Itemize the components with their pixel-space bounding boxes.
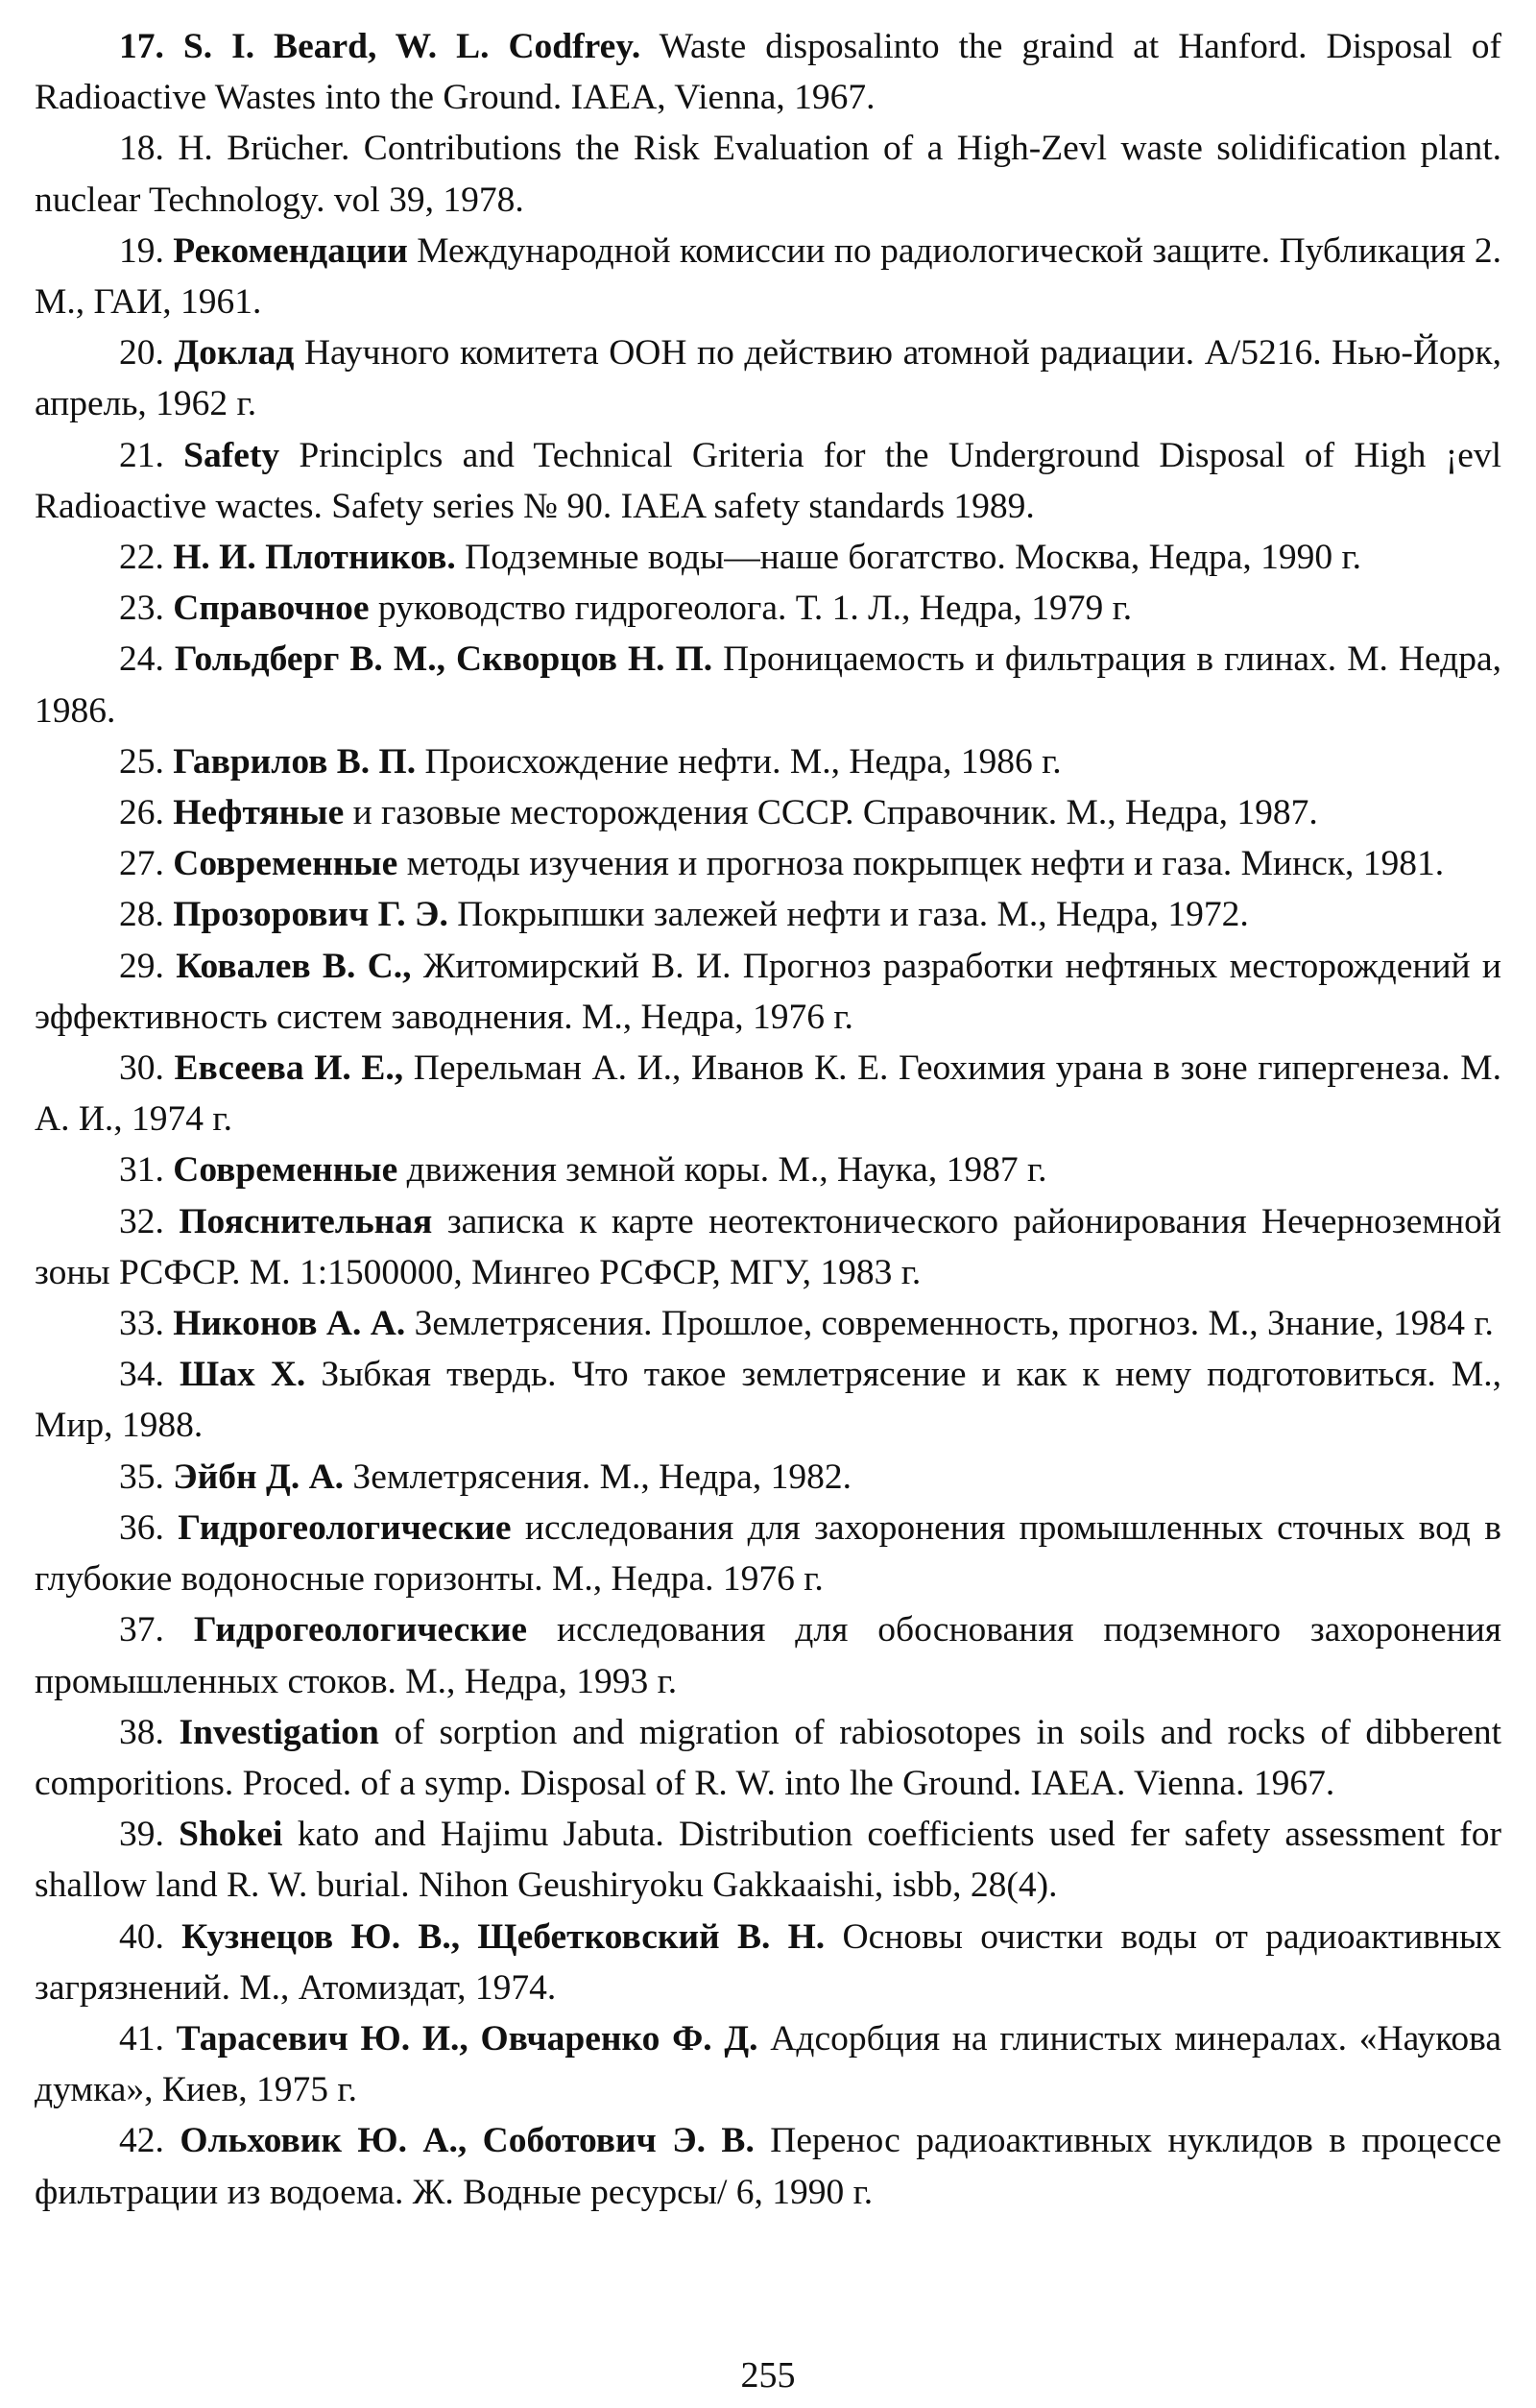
reference-text: Подземные воды—наше богатство. Москва, Недра, 1990 г. [465,538,1362,578]
reference-text: Перенос радиоактивных нуклидов в процессе фильтрации из водоема. Ж. Водные ресурсы/ 6, 1990 г. [35,2121,1502,2212]
reference-list [35,21,1501,2218]
reference-item [35,123,1501,225]
reference-item [35,583,1501,634]
reference-author: Доклад [174,333,295,373]
reference-item [35,1196,1501,1298]
reference-author: Ольховик Ю. А., Соботович Э. В. [180,2121,755,2161]
reference-item [35,889,1501,940]
reference-author: Современные [173,844,398,884]
reference-author: Safety [183,435,280,475]
reference-item [35,1604,1501,1706]
reference-number: 32. [119,1201,164,1241]
reference-number: 37. [119,1610,164,1650]
reference-author: Рекомендации [173,230,408,271]
reference-text: Проницаемость и фильтрация в глинах. М. Недра, 1986. [35,639,1502,731]
reference-number: 42. [119,2121,164,2161]
reference-number: 39. [119,1815,164,1855]
reference-item [35,941,1501,1043]
reference-number: 36. [119,1507,164,1548]
reference-author: Shokei [179,1815,283,1855]
bibliography-page [35,21,1501,2218]
reference-text: of sorption and migration of rabiosotopes in soils and rocks of dibberent comporitions. Proced. of a symp. Disposal of R. W. into lhe Ground. IAEA. Vienna. 1967. [35,1712,1502,1803]
reference-item [35,1452,1501,1503]
reference-number: 26. [119,793,164,833]
reference-item [35,1503,1501,1604]
reference-text: Покрыпшки залежей нефти и газа. М., Недра, 1972. [457,895,1249,935]
reference-author: Ковалев В. С., [176,946,412,986]
reference-text: методы изучения и прогноза покрыпцек нефти и газа. Минск, 1981. [406,844,1445,884]
reference-text: Waste disposalinto the graind at Hanford. Disposal of Radioactive Wastes into the Ground. IAEA, Vienna, 1967. [35,27,1502,118]
reference-item [35,1912,1501,2013]
reference-number: 17. [119,27,164,66]
reference-number: 19. [119,230,164,271]
reference-text: H. Brücher. Contributions the Risk Evaluation of a High-Zevl waste solidification plant. nuclear Technology. vol 39, 1978. [35,129,1501,220]
reference-text: движения земной коры. М., Наука, 1987 г. [406,1150,1047,1191]
reference-text: Зыбкая твердь. Что такое землетрясение и как к нему подготовиться. М., Мир, 1988. [35,1355,1502,1446]
reference-number: 28. [119,895,164,935]
page-number: 255 [740,2355,796,2396]
reference-text: Адсорбция на глинистых минералах. «Наукова думка», Киев, 1975 г. [35,2018,1502,2110]
reference-author: Гольдберг В. М., Скворцов Н. П. [174,639,713,680]
reference-text: Перельман А. И., Иванов К. Е. Геохимия урана в зоне гипергенеза. М. А. И., 1974 г. [35,1048,1502,1140]
reference-author: Никонов А. А. [173,1304,406,1344]
reference-item [35,2115,1501,2217]
reference-item [35,2013,1501,2115]
reference-author: Шах Х. [180,1355,306,1395]
reference-number: 34. [119,1355,164,1395]
reference-number: 22. [119,538,164,578]
reference-item [35,634,1501,735]
reference-author: Гидрогеологические [193,1610,528,1650]
reference-author: Кузнецов Ю. В., Щебетковский В. Н. [181,1916,826,1957]
reference-author: Нефтяные [173,793,345,833]
reference-number: 40. [119,1916,164,1957]
reference-text: Международной комиссии по радиологической защите. Публикация 2. М., ГАИ, 1961. [35,230,1502,323]
reference-item [35,1707,1501,1809]
reference-item [35,838,1501,889]
reference-text: Principlcs and Technical Griteria for the Underground Disposal of High ¡evl Radioactive wactes. Safety series № 90. IAEA safety standards 1989. [35,435,1502,526]
reference-number: 18. [119,129,164,169]
reference-number: 23. [119,589,164,629]
reference-number: 35. [119,1457,164,1497]
reference-number: 24. [119,639,164,680]
reference-item [35,1144,1501,1195]
reference-number: 25. [119,741,164,782]
reference-author: S. I. Beard, W. L. Codfrey. [182,27,641,66]
reference-text: руководство гидрогеолога. Т. 1. Л., Недра, 1979 г. [377,589,1133,629]
reference-text: Основы очистки воды от радиоактивных загрязнений. М., Атомиздат, 1974. [35,1916,1502,2008]
reference-number: 30. [119,1048,164,1089]
reference-item [35,327,1501,429]
reference-text: Происхождение нефти. М., Недра, 1986 г. [424,741,1062,782]
reference-item [35,1298,1501,1349]
reference-number: 21. [119,435,164,475]
reference-text: исследования для обоснования подземного захоронения промышленных стоков. М., Недра, 1993 г. [35,1610,1502,1701]
reference-text: kato and Hajimu Jabuta. Distribution coefficients used fer safety assessment for shallow land R. W. burial. Nihon Geushiryoku Gakkaaishi, isbb, 28(4). [35,1815,1501,1906]
reference-text: Землетрясения. Прошлое, современность, прогноз. М., Знание, 1984 г. [414,1304,1494,1344]
reference-number: 31. [119,1150,164,1191]
reference-number: 41. [119,2018,164,2059]
reference-author: Гаврилов В. П. [173,741,417,782]
reference-number: 20. [119,333,164,373]
reference-item [35,1043,1501,1144]
reference-author: Справочное [173,589,370,629]
reference-text: и газовые месторождения СССР. Справочник. М., Недра, 1987. [352,793,1318,833]
reference-author: Пояснительная [179,1201,433,1241]
reference-item [35,787,1501,838]
reference-author: Investigation [179,1712,379,1752]
reference-text: Житомирский В. И. Прогноз разработки нефтяных месторождений и эффективность систем заводнения. М., Недра, 1976 г. [35,946,1501,1037]
reference-text: Научного комитета ООН по действию атомной радиации. А/5216. Нью-Йорк, апрель, 1962 г. [35,333,1502,424]
reference-author: Н. И. Плотников. [173,538,456,578]
reference-number: 33. [119,1304,164,1344]
reference-item [35,430,1501,532]
reference-item [35,736,1501,787]
reference-author: Эйбн Д. А. [173,1457,345,1497]
reference-author: Современные [173,1150,398,1191]
reference-text: исследования для захоронения промышленных сточных вод в глубокие водоносные горизонты. М., Недра. 1976 г. [35,1507,1501,1600]
reference-item [35,226,1501,327]
reference-item [35,21,1501,123]
reference-author: Гидрогеологические [178,1507,512,1548]
reference-author: Евсеева И. Е., [174,1048,404,1089]
reference-text: Землетрясения. М., Недра, 1982. [352,1457,852,1497]
reference-text: записка к карте неотектонического районирования Нечерноземной зоны РСФСР. М. 1:1500000, Мингео РСФСР, МГУ, 1983 г. [35,1201,1502,1292]
reference-item [35,532,1501,583]
reference-number: 38. [119,1712,164,1752]
reference-number: 29. [119,946,164,986]
reference-author: Тарасевич Ю. И., Овчаренко Ф. Д. [176,2018,758,2059]
reference-item [35,1809,1501,1911]
reference-author: Прозорович Г. Э. [173,895,448,935]
reference-item [35,1349,1501,1451]
reference-number: 27. [119,844,164,884]
